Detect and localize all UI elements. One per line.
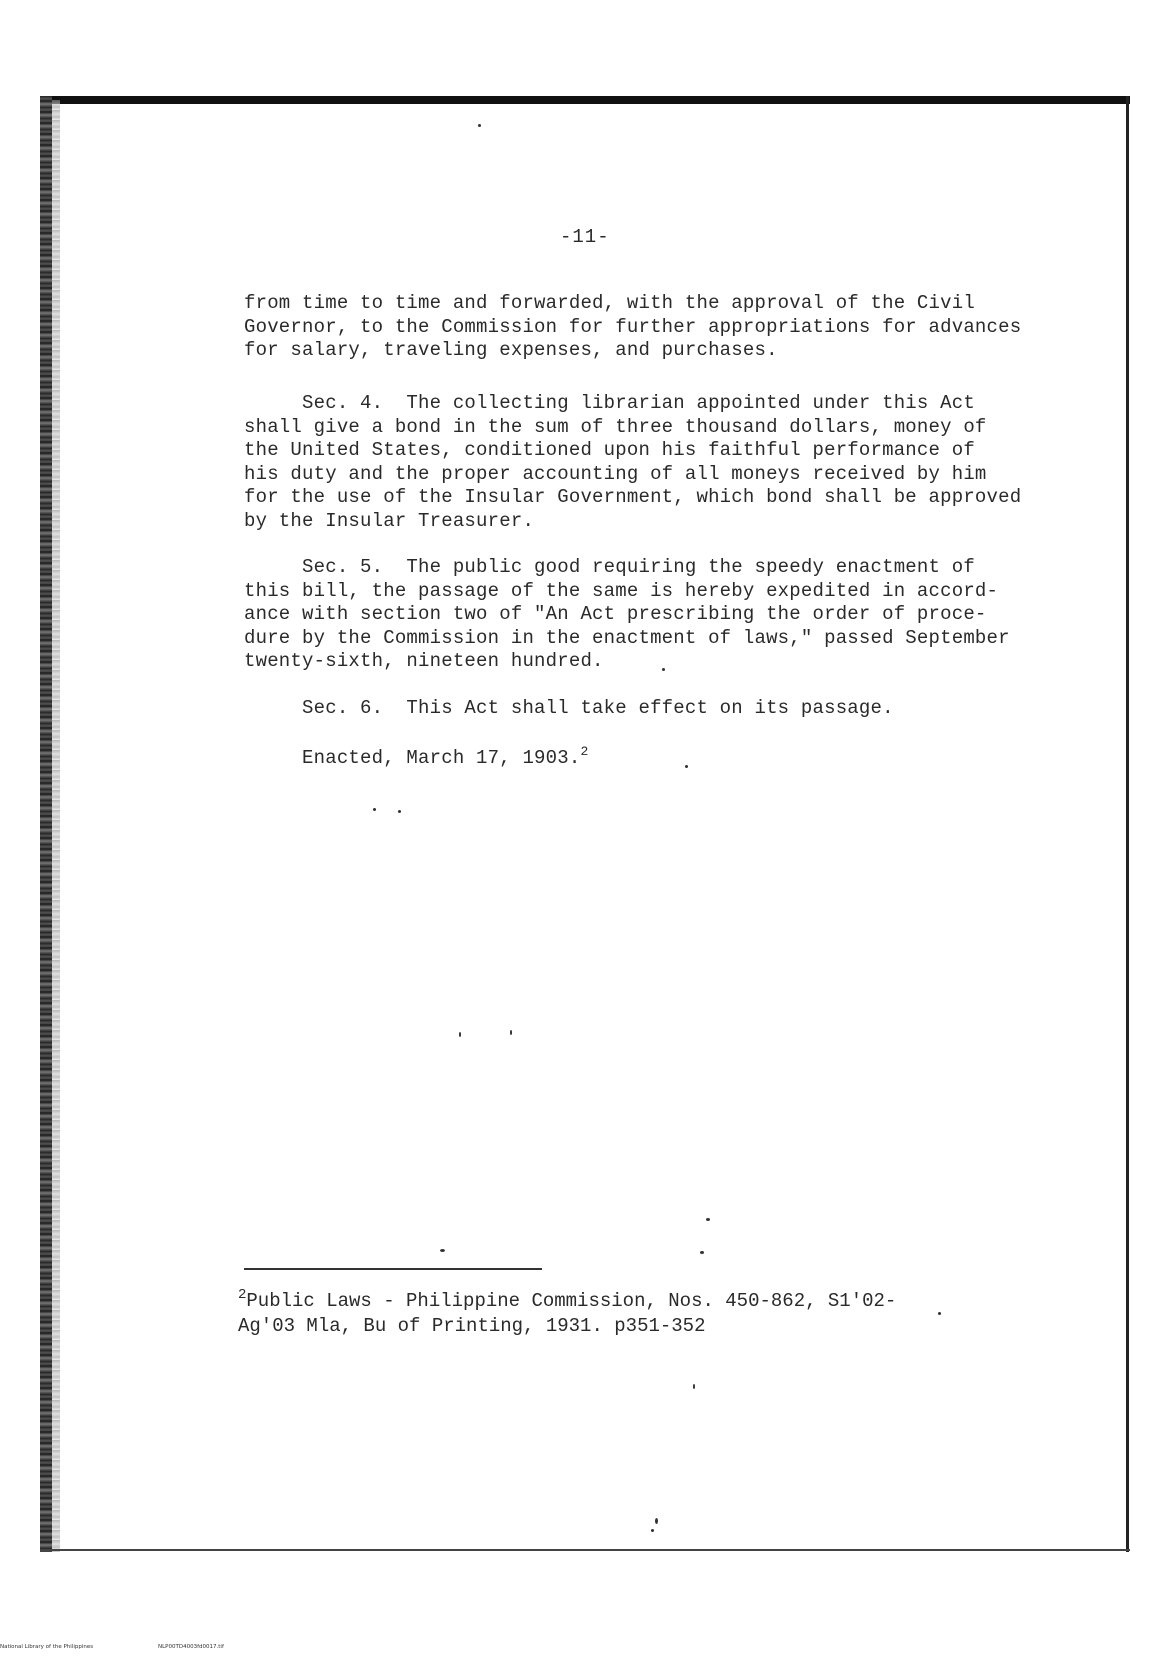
text-line: Sec. 4. The collecting librarian appointed under this Act (244, 392, 975, 414)
archive-label: National Library of the Philippines (0, 1644, 94, 1650)
text-line: twenty-sixth, nineteen hundred. (244, 650, 604, 672)
text-line: ance with section two of "An Act prescribing the order of proce- (244, 603, 987, 625)
footnote (238, 1283, 896, 1339)
enacted-line (244, 740, 1064, 771)
footnote-marker: 2 (238, 1287, 247, 1303)
page-number: -11- (560, 226, 610, 248)
enacted-date: Enacted, March 17, 1903. (244, 747, 581, 769)
text-line: his duty and the proper accounting of all moneys received by him (244, 462, 987, 485)
scan-speck (440, 1249, 445, 1252)
text-line: from time to time and forwarded, with the approval of the Civil (244, 292, 975, 314)
scan-speck (700, 1251, 704, 1254)
scan-speck (685, 765, 688, 768)
scan-speck (373, 808, 376, 811)
scan-frame-bottom-edge (40, 1549, 1130, 1551)
text-line: shall give a bond in the sum of three thousand dollars, money of (244, 415, 987, 438)
text-line: the United States, conditioned upon his faithful performance of (244, 439, 975, 461)
scan-speck (459, 1032, 461, 1037)
text-line: dure by the Commission in the enactment of laws," passed September (244, 626, 1010, 649)
text-line: by the Insular Treasurer. (244, 509, 535, 532)
scan-speck (510, 1030, 512, 1035)
footnote-divider (244, 1268, 542, 1270)
scan-frame-right-edge (1126, 96, 1129, 1552)
section-6-paragraph (244, 697, 1064, 721)
paragraph-continuation (244, 292, 1064, 363)
scan-frame-top-edge (40, 96, 1130, 104)
scan-frame-left-shadow (52, 100, 60, 1552)
text-line: Sec. 6. This Act shall take effect on its passage. (244, 697, 894, 719)
footnote-reference: 2 (580, 744, 589, 759)
scan-speck (478, 124, 481, 127)
section-4-paragraph (244, 392, 1064, 533)
scan-speck (662, 668, 665, 671)
text-line: this bill, the passage of the same is hereby expedited in accord- (244, 579, 999, 602)
text-line: Governor, to the Commission for further appropriations for advances (244, 315, 1022, 338)
scan-speck (651, 1529, 654, 1532)
scan-speck (693, 1384, 695, 1389)
scan-speck (398, 810, 401, 813)
footnote-line: Public Laws - Philippine Commission, Nos. 450-862, S1'02- (246, 1290, 897, 1312)
text-line: for salary, traveling expenses, and purchases. (244, 339, 778, 361)
text-line: Sec. 5. The public good requiring the speedy enactment of (244, 556, 975, 578)
scan-speck (938, 1312, 941, 1315)
scan-speck (706, 1218, 710, 1221)
footnote-line: Ag'03 Mla, Bu of Printing, 1931. p351-352 (238, 1315, 706, 1337)
archive-filename: NLP00TD4003fd0017.tif (158, 1644, 224, 1650)
section-5-paragraph (244, 556, 1064, 674)
text-line: for the use of the Insular Government, which bond shall be approved (244, 486, 1022, 508)
scan-speck (655, 1518, 658, 1524)
scan-frame-left-edge (40, 96, 52, 1552)
